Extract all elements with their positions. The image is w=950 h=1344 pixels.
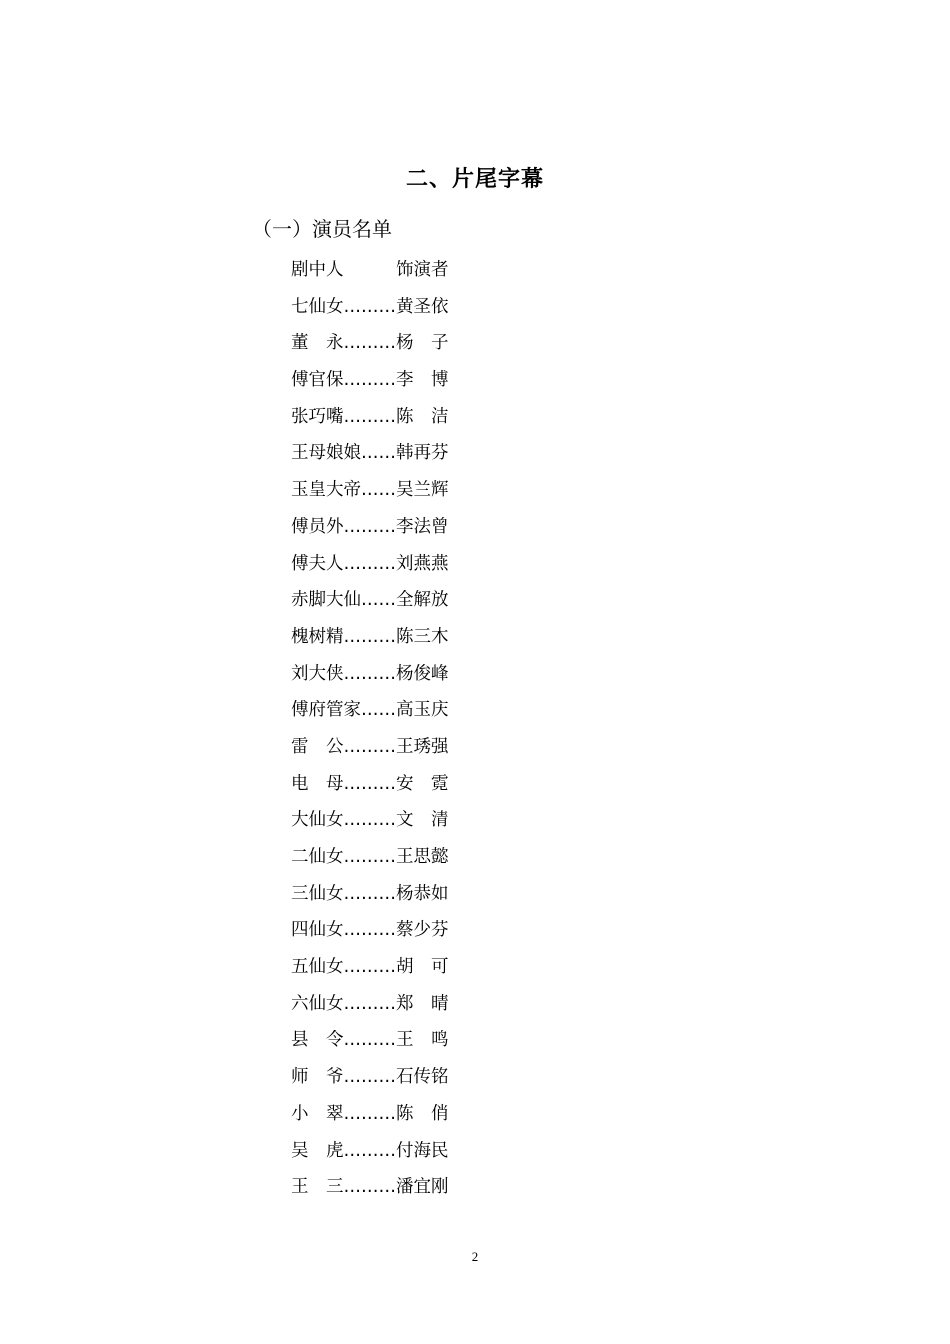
- cast-entry: 师 爷………石传铭: [291, 1067, 449, 1088]
- cast-entry: 刘大侠………杨俊峰: [291, 663, 449, 684]
- cast-entry: 二仙女………王思懿: [291, 847, 449, 867]
- cast-entry: 县 令………王 鸣: [291, 1030, 449, 1051]
- cast-entry: 小 翠………陈 俏: [291, 1103, 449, 1124]
- cast-entry: 吴 虎………付海民: [291, 1140, 449, 1161]
- cast-entry: 电 母………安 霓: [291, 773, 449, 794]
- cast-entry: 三仙女………杨恭如: [291, 883, 449, 904]
- cast-entry: 七仙女………黄圣依: [291, 296, 449, 317]
- cast-entry: 赤脚大仙……全解放: [291, 590, 449, 611]
- cast-entry: 傅夫人………刘燕燕: [291, 553, 449, 574]
- cast-entry: 五仙女………胡 可: [291, 957, 449, 978]
- cast-entry: 傅官保………李 博: [291, 370, 449, 391]
- cast-entry: 大仙女………文 清: [291, 810, 449, 831]
- cast-entry: 王 三………潘宜刚: [291, 1177, 449, 1198]
- cast-entry: 六仙女………郑 晴: [291, 993, 449, 1014]
- cast-list: [291, 252, 449, 1206]
- cast-entry: 玉皇大帝……吴兰辉: [291, 480, 449, 501]
- cast-entry: 槐树精………陈三木: [291, 626, 449, 647]
- cast-list-heading: （一）演员名单: [252, 217, 392, 241]
- page-number: 2: [471, 1249, 479, 1264]
- cast-entry: 四仙女………蔡少芬: [291, 920, 449, 941]
- cast-entry: 雷 公………王琇强: [291, 736, 449, 757]
- cast-entry: 傅府管家……高玉庆: [291, 700, 449, 721]
- cast-column-header: 剧中人 饰演者: [291, 260, 449, 280]
- cast-entry: 张巧嘴………陈 洁: [291, 406, 449, 427]
- cast-entry: 王母娘娘……韩再芬: [291, 443, 449, 464]
- cast-entry: 董 永………杨 子: [291, 333, 449, 354]
- section-title: 二、片尾字幕: [405, 167, 544, 192]
- cast-entry: 傅员外………李法曾: [291, 516, 449, 537]
